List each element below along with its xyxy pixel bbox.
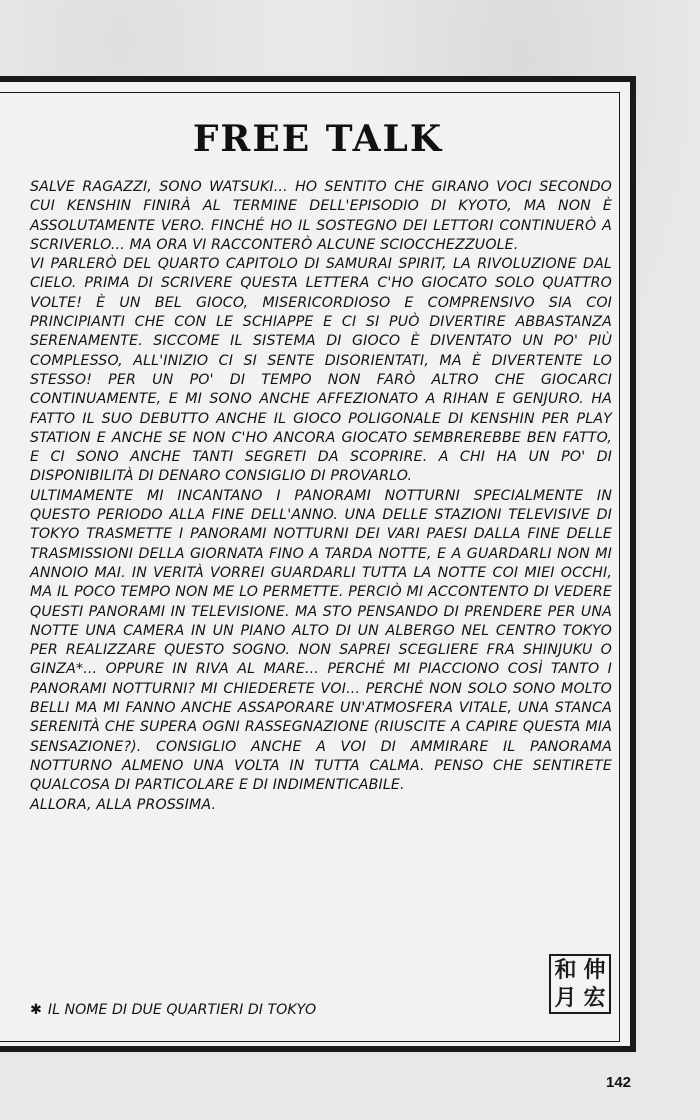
page-title: FREE TALK (192, 118, 444, 160)
seal-char: 伸 (583, 957, 606, 983)
paragraph-samurai-spirit: VI PARLERÒ DEL QUARTO CAPITOLO DI SAMURAI SPIRIT, LA RIVOLUZIONE DAL CIELO. PRIMA DI SCRIVERE QUESTA LETTERA C'HO GIOCATO SOLO QUATTRO VOLTE! È UN BEL GIOCO, MISERICORDIOSO E COMPRENSIVO SIA COI PRINCIPIANTI CHE CON LE SCHIAPPE E CI SI PUÒ DIVERTIRE ABBASTANZA SERENAMENTE. SICCOME IL SISTEMA DI GIOCO È DIVENTATO UN PO' PIÙ COMPLESSO, ALL'INIZIO CI SI SENTE DISORIENTATI, MA È DIVERTENTE LO STESSO! PER UN PO' DI TEMPO NON FARÒ ALTRO CHE GIOCARCI CONTINUAMENTE, E MI SONO ANCHE AFFEZIONATO A RIHAN E GENJURO. HA FATTO IL SUO DEBUTTO ANCHE IL GIOCO POLIGONALE DI KENSHIN PER PLAY STATION E ANCHE SE NON C'HO ANCORA GIOCATO SEMBREREBBE BEN FATTO, E CI SONO ANCHE TANTI SEGRETI DA SCOPRIRE. A CHI HA UN PO' DI DISPONIBILITÀ DI DENARO CONSIGLIO DI PROVARLO. (30, 256, 612, 485)
seal-char: 月 (554, 985, 577, 1011)
footnote (30, 1002, 316, 1018)
seal-char: 宏 (583, 985, 606, 1011)
seal-char: 和 (554, 957, 577, 983)
asterisk-icon: ✱ (30, 1002, 42, 1018)
paragraph-closing: ALLORA, ALLA PROSSIMA. (30, 796, 217, 813)
page-number: 142 (606, 1074, 632, 1091)
free-talk-body (30, 178, 612, 815)
footnote-text: IL NOME DI DUE QUARTIERI DI TOKYO (47, 1002, 317, 1018)
paragraph-night-views: ULTIMAMENTE MI INCANTANO I PANORAMI NOTTURNI SPECIALMENTE IN QUESTO PERIODO ALLA FINE DELL'ANNO. UNA DELLE STAZIONI TELEVISIVE DI TOKYO TRASMETTE I PANORAMI NOTTURNI DEI VARI PAESI DALLA FINE DELLE TRASMISSIONI DELLA GIORNATA FINO A TARDA NOTTE, E A GUARDARLI NON MI ANNOIO MAI. IN VERITÀ VORREI GUARDARLI TUTTA LA NOTTE COI MIEI OCCHI, MA IL POCO TEMPO NON ME LO PERMETTE. PERCIÒ MI ACCONTENTO DI VEDERE QUESTI PANORAMI IN TELEVISIONE. MA STO PENSANDO DI PRENDERE PER UNA NOTTE UNA CAMERA IN UN PIANO ALTO DI UN ALBERGO NEL CENTRO TOKYO PER REALIZZARE QUESTO SOGNO. NON SAPREI SCEGLIERE FRA SHINJUKU O GINZA*... OPPURE IN RIVA AL MARE... PERCHÉ MI PIACCIONO COSÌ TANTO I PANORAMI NOTTURNI? MI CHIEDERETE VOI... PERCHÉ NON SOLO SONO MOLTO BELLI MA MI FANNO ANCHE ASSAPORARE UN'ATMOSFERA VITALE, UNA STANCA SERENITÀ CHE SUPERA OGNI RASSEGNAZIONE (RIUSCITE A CAPIRE QUESTA MIA SENSAZIONE?). CONSIGLIO ANCHE A VOI DI AMMIRARE IL PANORAMA NOTTURNO ALMENO UNA VOLTA IN TUTTA CALMA. PENSO CHE SENTIRETE QUALCOSA DI PARTICOLARE E DI INDIMENTICABILE. (30, 487, 612, 794)
author-seal-stamp (549, 954, 611, 1014)
paragraph-intro: SALVE RAGAZZI, SONO WATSUKI... HO SENTITO CHE GIRANO VOCI SECONDO CUI KENSHIN FINIRÀ AL TERMINE DELL'EPISODIO DI KYOTO, MA NON È ASSOLUTAMENTE VERO. FINCHÉ HO IL SOSTEGNO DEI LETTORI CONTINUERÒ A SCRIVERLO... MA ORA VI RACCONTERÒ ALCUNE SCIOCCHEZZUOLE. (30, 179, 612, 253)
